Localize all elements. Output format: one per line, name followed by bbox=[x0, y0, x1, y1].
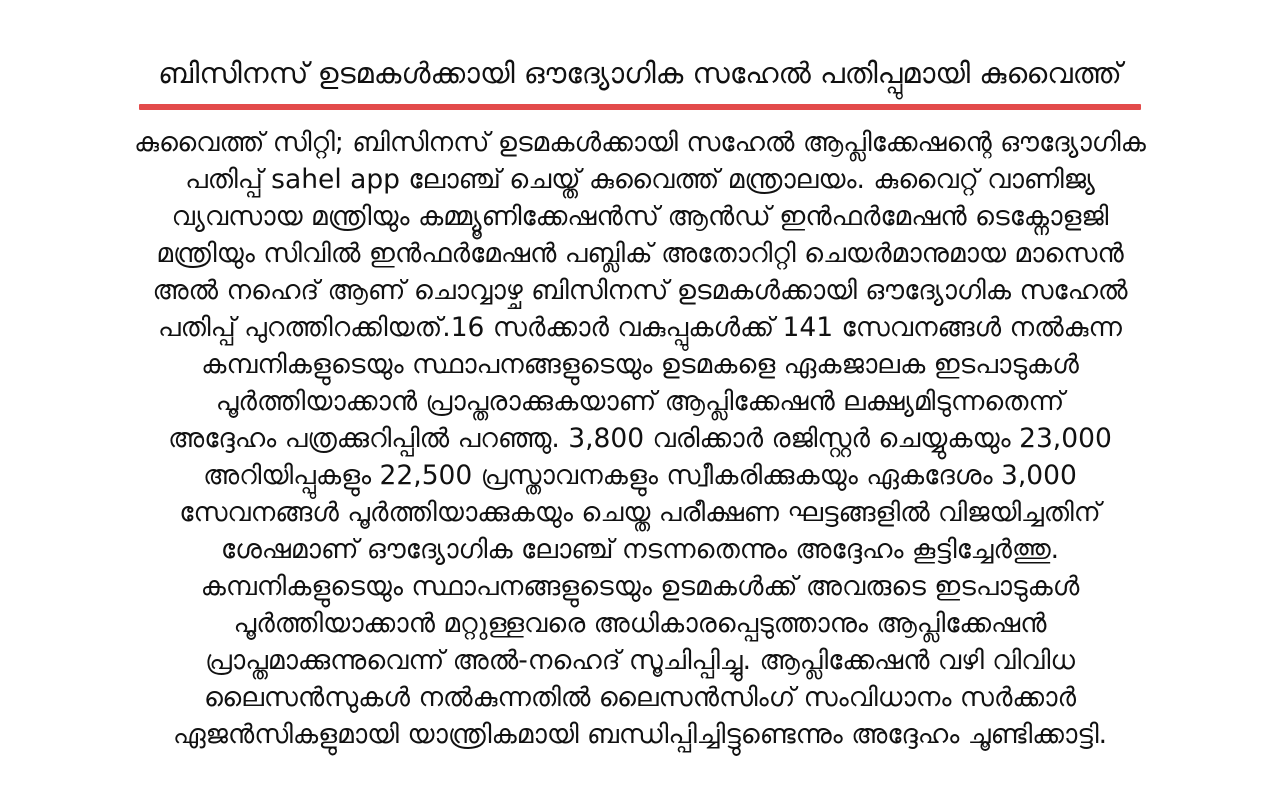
article-line: ലൈസൻസുകൾ നൽകുന്നതിൽ ലൈസൻസിംഗ് സംവിധാനം സർക്കാർ bbox=[204, 682, 1076, 713]
article-line: ശേഷമാണ് ഔദ്യോഗിക ലോഞ്ച് നടന്നതെന്നും അദ്ദേഹം കൂട്ടിച്ചേർത്തു. bbox=[220, 534, 1060, 565]
article-line: സേവനങ്ങൾ പൂർത്തിയാക്കുകയും ചെയ്ത പരീക്ഷണ ഘട്ടങ്ങളിൽ വിജയിച്ചതിന് bbox=[179, 497, 1101, 528]
article-line: ഏജൻസികളുമായി യാന്ത്രികമായി ബന്ധിപ്പിച്ചിട്ടുണ്ടെന്നും അദ്ദേഹം ചൂണ്ടിക്കാട്ടി. bbox=[172, 719, 1108, 750]
article-line: പ്രാപ്തമാക്കുന്നുവെന്ന് അൽ-നഹെദ് സൂചിപ്പിച്ചു. ആപ്ലിക്കേഷൻ വഴി വിവിധ bbox=[205, 645, 1075, 676]
article-line: കമ്പനികളുടെയും സ്ഥാപനങ്ങളുടെയും ഉടമകൾക്ക് അവരുടെ ഇടപാടുകൾ bbox=[200, 571, 1080, 602]
article-line: പതിപ്പ് പുറത്തിറക്കിയത്.16 സർക്കാർ വകുപ്പുകൾക്ക് 141 സേവനങ്ങൾ നൽകുന്ന bbox=[158, 312, 1122, 343]
article-line: കമ്പനികളുടെയും സ്ഥാപനങ്ങളുടെയും ഉടമകളെ ഏകജാലക ഇടപാടുകൾ bbox=[201, 349, 1079, 380]
article-line: അൽ നഹെദ് ആണ് ചൊവ്വാഴ്ച ബിസിനസ് ഉടമകൾക്കായി ഔദ്യോഗിക സഹേൽ bbox=[152, 275, 1128, 306]
headline: ബിസിനസ് ഉടമകൾക്കായി ഔദ്യോഗിക സഹേൽ പതിപ്പുമായി കുവൈത്ത് bbox=[158, 56, 1122, 90]
article-line: പൂർത്തിയാക്കാൻ പ്രാപ്തരാക്കുകയാണ് ആപ്ലിക്കേഷൻ ലക്ഷ്യമിടുന്നതെന്ന് bbox=[215, 386, 1065, 417]
article-line: പതിപ്പ് sahel app ലോഞ്ച് ചെയ്ത് കുവൈത്ത് മന്ത്രാലയം. കുവൈറ്റ് വാണിജ്യ bbox=[185, 164, 1095, 195]
article-line: വ്യവസായ മന്ത്രിയും കമ്മ്യൂണിക്കേഷൻസ് ആൻഡ് ഇൻഫർമേഷൻ ടെക്നോളജി bbox=[171, 201, 1109, 232]
article-line: മന്ത്രിയും സിവിൽ ഇൻഫർമേഷൻ പബ്ലിക് അതോറിറ്റി ചെയർമാനുമായ മാസെൻ bbox=[156, 238, 1124, 269]
article-line: അറിയിപ്പുകളും 22,500 പ്രസ്താവനകളും സ്വീകരിക്കുകയും ഏകദേശം 3,000 bbox=[203, 460, 1077, 491]
article-line: കുവൈത്ത് സിറ്റി; ബിസിനസ് ഉടമകൾക്കായി സഹേൽ ആപ്ലിക്കേഷന്റെ ഔദ്യോഗിക bbox=[134, 127, 1146, 158]
article-line: പൂർത്തിയാക്കാൻ മറ്റുള്ളവരെ അധികാരപ്പെടുത്താനും ആപ്ലിക്കേഷൻ bbox=[233, 608, 1047, 639]
headline-divider bbox=[139, 104, 1141, 110]
article-line: അദ്ദേഹം പത്രക്കുറിപ്പിൽ പറഞ്ഞു. 3,800 വരിക്കാർ രജിസ്റ്റർ ചെയ്യുകയും 23,000 bbox=[168, 423, 1112, 454]
article-body bbox=[30, 124, 1250, 753]
